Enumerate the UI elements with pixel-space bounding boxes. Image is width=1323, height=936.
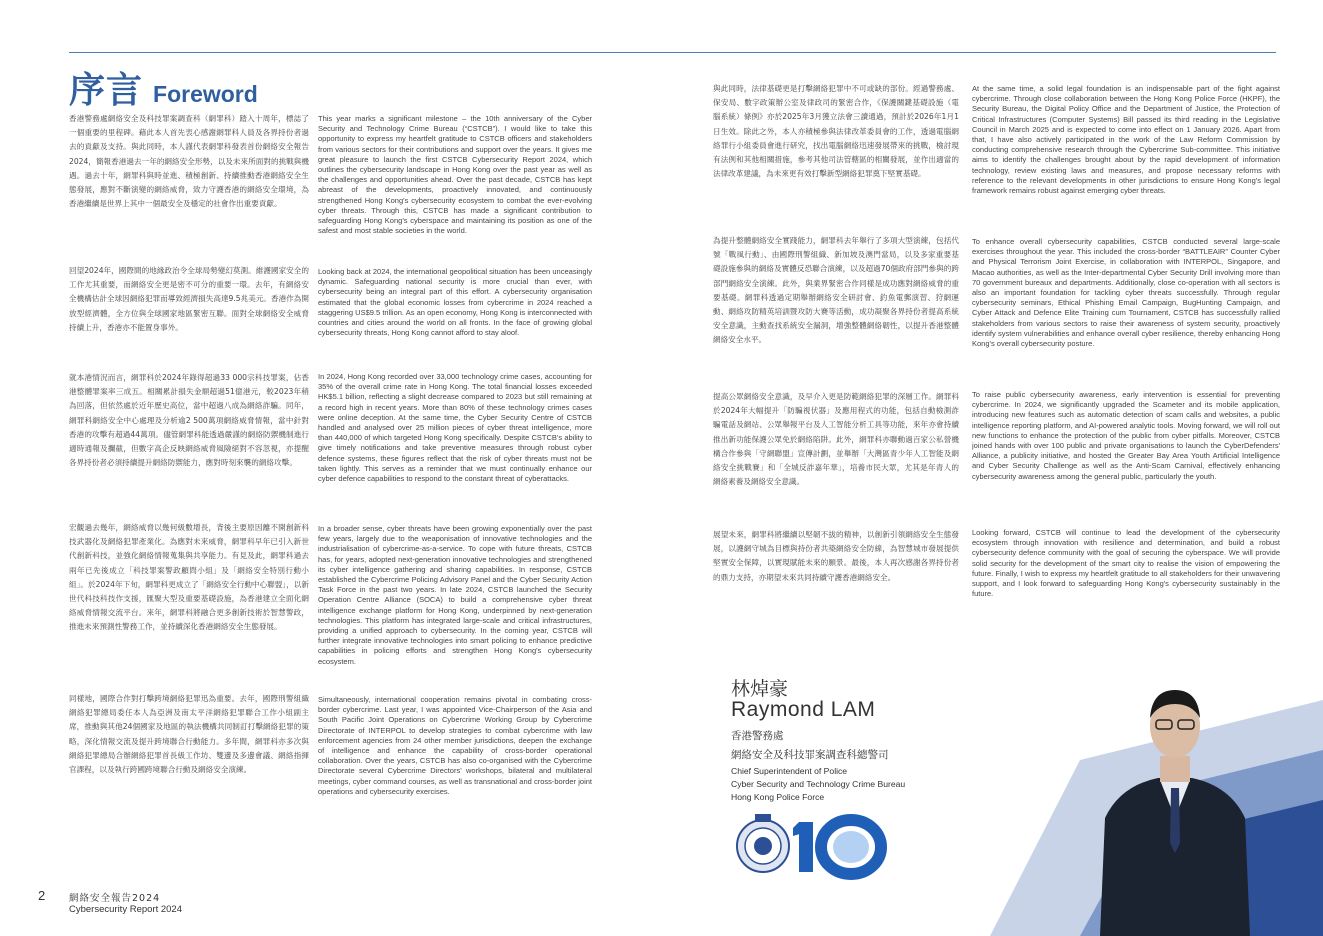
signatory-title-en: Chief Superintendent of Police bbox=[731, 766, 848, 776]
paragraph-en-7: To enhance overall cybersecurity capabilities, CSTCB conducted several large-scale exercises throughout the year. This included the cross-border “BATTLEAIR” Counter Cyber and Physical Terrorism Joint Exercise, in collaboration with INTERPOL, Singapore, and Macao authorities, as well as the Inter-departmental Cyber Security Drill involving more than 70 government bureaux and departments. Additionally, close co-operation with all sectors is also an important foundation for tackling cyber threats successfully. Through regular cybersecurity seminars, Ethical Phishing Email Campaign, BugHunting Campaign, and Cyber Attack and Defence Elite Training cum Tournament, CSTCB has successfully rallied stakeholders from various sectors to raise their awareness of system security, proactively identify system vulnerabilities and enhance overall cyber resilience, thereby enhancing Hong Kong's overall cybersecurity posture. bbox=[972, 237, 1280, 349]
signatory-org-en: Hong Kong Police Force bbox=[731, 792, 825, 802]
paragraph-en-2: Looking back at 2024, the international geopolitical situation has been unceasingly dynamic. Safeguarding national security is more crucial than ever, with cybersecurity being an integral part of this effort. A cybersecurity organisation estimated that the global economic losses from cybercrime in 2024 reached a staggering US$9.5 trillion. As an open economy, Hong Kong is interconnected with countries and cities around the world on all fronts. In the face of growing global cybersecurity threats, Hong Kong cannot afford to stay aloof. bbox=[318, 267, 592, 338]
paragraph-zh-8: 提高公眾網絡安全意識，及早介入更是防範網絡犯罪的深層工作。網罪科於2024年大幅提升「防騙視伏器」及應用程式的功能，包括自動檢測詐騙電話及網站、公眾舉報平台及人工智能分析工具等功能，來年亦會持續推出新功能保護公眾免於網絡陷阱。此外，網罪科亦聯動過百家公私營機構合作參與「守網聯盟」宣傳計劃，並舉辦「大灣區青少年人工智能及網絡安全挑戰賽」和「全城反詐嘉年華」，培養市民大眾，尤其是年青人的網絡素養及網絡安全意識。 bbox=[713, 392, 959, 487]
footer-report-en: Cybersecurity Report 2024 bbox=[69, 904, 182, 915]
paragraph-zh-3: 就本港情況而言，網罪科於2024年錄得超過33 000宗科技罪案，佔香港整體罪案率三成五。相關累計損失金額超過51億港元，較2023年稍為回落，但依然處於近年歷史高位，當中超過八成為網絡詐騙。同年，網罪科網絡安全中心處理及分析逾2 500萬項網絡威脅情報，當中針對香港的攻擊有超過44萬項。儘管網罪科能透過嚴謹的網絡防禦機制進行適時通報及攔截，但數字高企反映網絡威脅風險絕對不容忽視，亦提醒各界持份者必須持續提升網絡防禦能力，應對時刻來襲的網絡攻擊。 bbox=[69, 373, 309, 468]
signatory-name-en: Raymond LAM bbox=[731, 698, 876, 721]
paragraph-en-8: To raise public cybersecurity awareness, early intervention is essential for preventing cybercrime. In 2024, we significantly upgraded the Scameter and its mobile application, introducing new features such as automatic detection of scam calls and websites, a public intelligence reporting platform, and AI-powered analytic tools. Moving forward, we will roll out new functions to enhance the protection of the public from cyber pitfalls. Moreover, CSTCB joined hands with over 100 public and private organisations to launch the CyberDefenders' Alliance, a publicity initiative, and hosted the Greater Bay Area Youth Artificial Intelligence and Cyber Security Challenge as well as the Anti-Scam Carnival, effectively enhancing cybersecurity awareness among the general public, particularly the youth. bbox=[972, 390, 1280, 481]
paragraph-zh-2: 回望2024年，國際間的地緣政治令全球局勢變幻莫測。維護國家安全的工作尤其重要，而網絡安全更是密不可分的重要一環。去年，有網絡安全機構估計全球因網絡犯罪而導致經濟損失高達9.5兆美元。香港作為開放型經濟體，全方位與全球國家地區緊密互聯。面對全球網絡安全威脅持續上升，香港亦不能置身事外。 bbox=[69, 266, 309, 332]
footer-report-zh: 網絡安全報告2024 bbox=[69, 893, 161, 904]
paragraph-zh-1: 香港警務處網絡安全及科技罪案調查科（網罪科）踏入十周年，標誌了一個重要的里程碑。藉此本人首先衷心感謝網罪科人員及各界持份者過去的貢獻及支持。與此同時，本人謹代表網罪科發表首份網絡安全報告2024，簡報香港過去一年的網絡安全形勢，以及未來所面對的挑戰與機遇。過去十年，網罪科與時並進、積極創新、持續推動香港網絡安全生態發展，應對不斷演變的網絡威脅，致力守護香港的網絡安全環境，為香港繼續是世界上其中一個最安全及穩定的社會作出重要貢獻。 bbox=[69, 114, 309, 209]
signatory-bureau-en: Cyber Security and Technology Crime Bureau bbox=[731, 779, 906, 789]
paragraph-zh-9: 展望未來，網罪科將繼續以堅韌不拔的精神，以創新引領網絡安全生態發展，以護網守城為目標與持份者共築網絡安全防線，為智慧城市發展提供堅實安全保障，以實現賦能未來的願景。最後，本人再次感謝各界持份者的鼎力支持，亦期望未來共同持續守護香港網絡安全。 bbox=[713, 530, 959, 582]
signatory-org-zh: 香港警務處 bbox=[731, 730, 784, 742]
10th-anniversary-logo bbox=[793, 820, 881, 874]
paragraph-en-9: Looking forward, CSTCB will continue to lead the development of the cybersecurity ecosystem through innovation with resilience and determination, and build a robust cybersecurity defence community with the goal of securing the cyberspace. We will provide solid security for the development of the smart city to realise the vision of empowering the future. Finally, I wish to express my heartfelt gratitude to all stakeholders for their unwavering support, and I look forward to safeguarding Hong Kong's cybersecurity sustainably in the future. bbox=[972, 528, 1280, 599]
top-rule bbox=[69, 52, 1276, 53]
paragraph-zh-7: 為提升整體網絡安全實踐能力，網罪科去年舉行了多項大型演練，包括代號「戰風行動」、由國際刑警組織、新加坡及澳門當局，以及多家重要基礎設施參與的網絡及實體反恐聯合演練，以及超過70個政府部門參與的跨部門網絡安全演練。此外，與業界緊密合作同樣是成功應對網絡威脅的重要基礎。網罪科透過定期舉辦網絡安全研討會、釣魚電郵演習、狩網運動、網絡攻防精英培訓暨攻防大賽等活動，成功凝聚各界持份者提高系統安全意識，主動查找系統安全漏洞，增強整體網絡韌性，以提升香港整體網絡安全水平。 bbox=[713, 236, 959, 345]
title-zh: 序言 bbox=[69, 69, 144, 111]
paragraph-en-3: In 2024, Hong Kong recorded over 33,000 technology crime cases, accounting for 35% of the overall crime rate in Hong Kong. The total financial losses exceeded HK$5.1 billion, reflecting a slight decrease compared to 2023 but still remaining at a record high in recent years. More than 80% of these technology crimes cases were online deception. At the same time, the Cyber Security Centre of CSTCB handled and analysed over 25 million pieces of cyber threat intelligence, more than 440,000 of which targeted Hong Kong specifically. Despite CSTCB's ability to give timely notifications and take preventive measures through robust cyber defence systems, these figures reflect that the risk of cyber threats must not be taken lightly. This serves as a reminder that we must continually enhance our cyber defence capabilities to respond to the constant threat of cyberattacks. bbox=[318, 372, 592, 484]
signatory-portrait bbox=[1080, 668, 1270, 936]
logo-area bbox=[733, 810, 893, 880]
paragraph-zh-6: 與此同時，法律基礎更是打擊網絡犯罪中不可或缺的部份。經過警務處、保安局、數字政策辦公室及律政司的緊密合作，《保護關鍵基礎設施（電腦系統）條例》亦於2025年3月獲立法會三讀通過，預計於2026年1月1日生效。除此之外，本人亦積極參與法律改革委員會的工作，透過電腦網絡罪行小組委員會進行研究，找出電腦網絡迅速發展帶來的挑戰，檢討現有法例和其他相關措施，參考其他司法管轄區的相關發展，並作出適當的法律改革建議，為未來更有效打擊新型網絡犯罪奠下堅實基礎。 bbox=[713, 84, 959, 179]
police-badge-logo bbox=[737, 814, 789, 872]
signatory-name-zh: 林焯豪 bbox=[731, 678, 789, 700]
paragraph-en-4: In a broader sense, cyber threats have been growing exponentially over the past few years, largely due to the weaponisation of innovative technologies and the industrialisation of cybercrime-as-a-service. To cope with future threats, CSTCB has, for years, adopted next-generation innovative technologies and strengthened its cyber intelligence gathering and sharing capabilities. In response, CSTCB established the Cybercrime Policing Advisory Panel and the Cyber Security Action Task Force in the past two years. In late 2024, CSTCB launched the Security Operation Centre Alliance (SOCA) to build a comprehensive cyber threat intelligence exchange platform for Hong Kong, underpinned by next-generation technologies. This platform has integrated large-scale and critical infrastructures, providing a unified approach to cybersecurity. In the coming year, CSTCB will further integrate innovative technologies into smart policing to enhance predictive capabilities in policing efforts and strengthen Hong Kong's cybersecurity ecosystem. bbox=[318, 524, 592, 666]
page-number: 2 bbox=[38, 888, 46, 903]
paragraph-en-6: At the same time, a solid legal foundation is an indispensable part of the fight against cybercrime. Through close collaboration between the Hong Kong Police Force (HKPF), the Security Bureau, the Digital Policy Office and the Department of Justice, the Protection of Critical Infrastructures (Computer Systems) Bill passed its third reading in the Legislative Council in March 2025 and is expected to come into effect on 1 January 2026. Apart from that, I have also actively participated in the work of the Law Reform Commission by conducting comprehensive research through the Cybercrime Sub-committee. This initiative aims to identify the challenges brought about by the rapid development of information technology, review existing laws and measures, and propose necessary reforms with reference to the relevant developments in other jurisdictions to ensure Hong Kong's legal framework remains robust against emerging cyber threats. bbox=[972, 84, 1280, 196]
title-en: Foreword bbox=[153, 81, 258, 107]
paragraph-zh-4: 宏觀過去幾年，網絡威脅以幾何級數增長，背後主要原因離不開創新科技武器化及網絡犯罪產業化。為應對未來威脅，網罪科早年已引入新世代創新科技，並強化網絡情報蒐集與共享能力。有見及此，網罪科過去兩年已先後成立「科技罪案警政顧問小組」及「網絡安全特別行動小組」。於2024年下旬，網罪科更成立了「網絡安全行動中心聯盟」，以新世代科技科技作支援，匯聚大型及重要基礎設施，為香港建立全面化網絡威脅情報交流平台。來年，網罪科將融合更多創新技術於智慧警政，推進未來預測性警務工作，並持續深化香港網絡安全生態發展。 bbox=[69, 523, 309, 632]
paragraph-zh-5: 同樣地，國際合作對打擊跨境網絡犯罪迅為重要。去年，國際刑警組織網絡犯罪總局委任本人為亞洲及南太平洋網絡犯罪聯合工作小組副主席，推動與其他24個國家及地區的執法機構共同制訂打擊網絡犯罪的策略，深化情報交流及提升跨境聯合行動能力。多年間，網罪科亦多次與網絡犯罪總局合辦網絡犯罪首長級工作坊、雙邊及多邊會議、網絡指揮官課程，以及執行跨國跨境聯合行動及網絡安全演練。 bbox=[69, 694, 309, 775]
paragraph-en-1: This year marks a significant milestone – the 10th anniversary of the Cyber Security and Technology Crime Bureau (“CSTCB”). I would like to take this opportunity to express my heartfelt gratitude to CSTCB officers and stakeholders from various sectors for their contributions and support over the years. It gives me great pleasure to launch the first CSTCB Cybersecurity Report 2024, which outlines the cybersecurity landscape in Hong Kong over the past year as well as the challenges and opportunities ahead. Over the past decade, CSTCB has kept abreast of the developments, proactively innovated, and continuously strengthened Hong Kong's cybersecurity ecosystem to combat the ever-evolving cyber threats. Through this, CSTCB has made a significant contribution to safeguarding Hong Kong's cyberspace and maintaining its position as one of the safest and most stable societies in the world. bbox=[318, 114, 592, 236]
page-title bbox=[69, 62, 258, 113]
signatory-title-zh: 網絡安全及科技罪案調查科總警司 bbox=[731, 749, 889, 761]
paragraph-en-5: Simultaneously, international cooperation remains pivotal in combating cross-border cybercrime. Last year, I was appointed Vice-Chairperson of the Asia and South Pacific Joint Operations on Cybercrime Working Group by Cybercrime Directorate of INTERPOL to develop strategies to combat cybercrime with law enforcement agencies from 24 other member jurisdictions, deepen the exchange of intelligence and enhance the capability of cross-border operational collaboration. Over the years, CSTCB has also co-organised with the Cybercrime Directorate several Cybercrime Directors' workshops, bilateral and multilateral meetings, cyber command courses, as well as transnational and cross-border joint operations and cybersecurity exercises. bbox=[318, 695, 592, 796]
